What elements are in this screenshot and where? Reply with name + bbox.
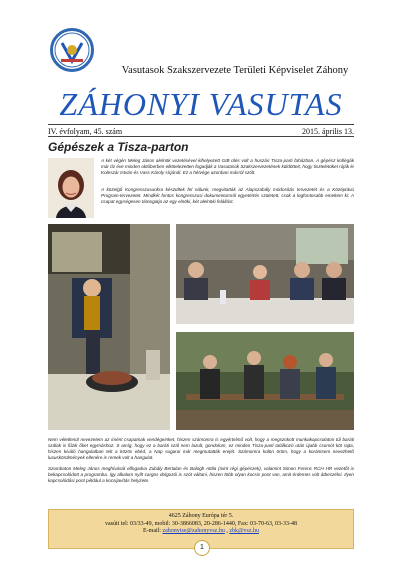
footer-email: E-mail: zahonytse@zahonyvsz.hu , zbk@vsz.hu — [142, 528, 260, 535]
article-paragraph: A két végén Meleg János alelnök vezetésével kihelyezett GIB ülés volt a huszári Tisza-parti faházban. A gépész kollégák már tíz éve minden októberben elkötelezetten fogadják a Vasutasok Szakszervezetének küldötteit, hogy tiszteletüket róják le Koleszár István és Vass Károly sírjánál. Ez a hétvége azonban másról szólt. — [101, 158, 354, 176]
article-paragraph: Nem véletlenül nevezetem az imént csapatnak vendégeinket, hiszen számomra is egyértelmű volt, hogy a megszokott munkakapcsolaton túl baráti szálak is fűzik őket egymáshoz. S amíg, hogy ez a baráti szál nem lazult, gondolom, ez minden Tisza-parti találkozó után újabb csomót köt rajta, hiszen kiváló hangulatban telt a közös ebéd, a Nap sugarai már megmutatták erejét. Számomra külön öröm, hogy a korántsem nevezhető luxuskörülmények ellenére is remek volt a hangulat. — [48, 437, 354, 461]
page-number: 1 — [194, 540, 210, 556]
organization-name: Vasutasok Szakszervezete Területi Képviselet Záhony — [121, 65, 349, 76]
article-title: Gépészek a Tisza-parton — [48, 140, 189, 154]
footer-email-label: E-mail: — [142, 528, 161, 535]
author-portrait — [48, 158, 94, 218]
table-group-photo — [176, 224, 354, 324]
masthead-bottom-rule — [48, 136, 354, 137]
article-paragraph: A közelgő Kongresszusunkra készültek fel nálunk, megvitatták az Alapszabály módosítás tervezetét és a Középtávú Program-tervezetet. Mindkét fontos kongresszusi dokumentumról egyetértés született, csak a legfontosabb emeltem ki: A csapat egységesen támogatja az egy elnöki, két alelnöki felállást. — [101, 187, 354, 205]
masthead-top-rule — [48, 124, 354, 125]
article-paragraph: Szombaton Meleg János meghívását elfogadva Zubály Bertalan és Balogh Attila (mint régi gépészek), valamint Simon Ferenc RCH HR vezetőt is bekapcsolódott a programba. Így alkalom nyílt cargos dolgozói is szót váltani, hiszen több olyan kocsis pont van, amit érdemes volt átbeszélni. Ilyen kapcsolódási pont például a kocsijavítás helyzete. — [48, 466, 354, 484]
footer-phones: vasúti tel: 03/33-49, mobil: 30-3866083, 20-286-1440, Fax: 03-70-63, 03-33-48 — [105, 520, 297, 527]
email-link-secondary[interactable]: zbk@vsz.hu — [229, 528, 260, 535]
grill-photo — [48, 224, 170, 430]
email-link-primary[interactable]: zahonytse@zahonyvsz.hu — [162, 528, 225, 535]
issue-date: 2015. április 13. — [302, 127, 354, 136]
newsletter-masthead: ZÁHONYI VASUTAS — [59, 86, 343, 122]
bench-group-photo — [176, 332, 354, 430]
footer-address: 4625 Záhony Európa tér 5. — [168, 513, 234, 519]
union-logo-icon — [50, 28, 94, 72]
issue-volume: IV. évfolyam, 45. szám — [48, 127, 123, 136]
